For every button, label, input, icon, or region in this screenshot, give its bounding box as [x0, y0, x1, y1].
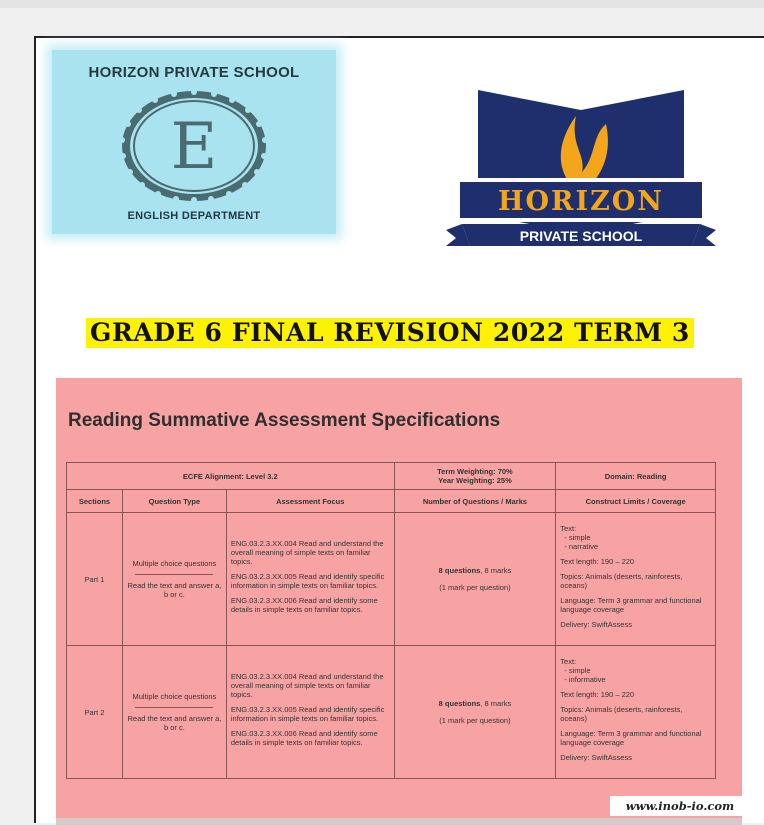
language: Language: Term 3 grammar and functional language coverage [560, 728, 702, 747]
logo-school-name: HORIZON PRIVATE SCHOOL [88, 64, 300, 81]
focus-item: ENG.03.2.3.XX.005 Read and identify specific information in simple texts on familiar topics. [230, 704, 385, 723]
marks-note: (1 mark per question) [439, 583, 511, 592]
text-item: - informative [564, 674, 606, 684]
divider [135, 707, 213, 708]
question-type-instruction: Read the text and answer a, b or c. [127, 581, 222, 599]
focus-item: ENG.03.2.3.XX.004 Read and understand the overall meaning of simple texts on familiar topics. [230, 538, 384, 566]
term-weighting: Term Weighting: 70% [437, 467, 513, 476]
question-type-cell [122, 646, 226, 779]
topics: Topics: Animals (deserts, rainforests, oceans) [560, 704, 683, 723]
assessment-focus-cell [226, 513, 394, 646]
construct-limits-cell [556, 646, 716, 779]
text-item: - simple [564, 665, 591, 675]
spec-title: Reading Summative Assessment Specifications [68, 410, 501, 431]
focus-item: ENG.03.2.3.XX.005 Read and identify specific information in simple texts on familiar topics. [230, 571, 385, 590]
text-length: Text length: 190 – 220 [560, 556, 635, 566]
col-header-sections: Sections [67, 490, 123, 513]
delivery: Delivery: SwiftAssess [560, 752, 632, 762]
section-cell: Part 2 [67, 646, 123, 779]
assessment-focus-cell [226, 646, 394, 779]
svg-text:E: E [170, 110, 218, 184]
alignment-cell: ECFE Alignment: Level 3.2 [67, 463, 395, 490]
text-label: Text: [560, 656, 577, 666]
marks-note: (1 mark per question) [439, 716, 511, 725]
viewer-top-bar [0, 0, 764, 8]
question-count: 8 questions [438, 566, 481, 575]
table-row [67, 513, 716, 646]
horizon-school-crest-icon [436, 76, 726, 254]
question-type-cell [122, 513, 226, 646]
document-page [34, 36, 764, 823]
page-heading: GRADE 6 FINAL REVISION 2022 TERM 3 [86, 318, 694, 348]
year-weighting: Year Weighting: 25% [438, 476, 512, 485]
section-cell: Part 1 [67, 513, 123, 646]
divider [135, 574, 213, 575]
col-header-construct-limits: Construct Limits / Coverage [556, 490, 716, 513]
language: Language: Term 3 grammar and functional language coverage [560, 595, 702, 614]
text-item: - narrative [564, 541, 599, 551]
panel-bottom-strip [56, 818, 742, 825]
text-label: Text: [560, 523, 577, 533]
col-header-questions-marks: Number of Questions / Marks [394, 490, 556, 513]
question-type-primary: Multiple choice questions [132, 559, 217, 568]
col-header-assessment-focus: Assessment Focus [226, 490, 394, 513]
focus-item: ENG.03.2.3.XX.006 Read and identify some details in simple texts on familiar topics. [230, 595, 378, 614]
svg-text:PRIVATE SCHOOL: PRIVATE SCHOOL [519, 228, 643, 244]
topics: Topics: Animals (deserts, rainforests, oceans) [560, 571, 683, 590]
questions-marks-cell [394, 513, 556, 646]
spec-table [66, 462, 716, 779]
watermark-link[interactable]: www.inob-io.com [610, 796, 750, 816]
marks-count: , 8 marks [480, 699, 512, 708]
text-item: - simple [564, 532, 591, 542]
table-row [67, 646, 716, 779]
focus-item: ENG.03.2.3.XX.004 Read and understand the overall meaning of simple texts on familiar topics. [230, 671, 384, 699]
delivery: Delivery: SwiftAssess [560, 619, 632, 629]
question-type-instruction: Read the text and answer a, b or c. [127, 714, 222, 732]
focus-item: ENG.03.2.3.XX.006 Read and identify some details in simple texts on familiar topics. [230, 728, 378, 747]
question-count: 8 questions [438, 699, 481, 708]
questions-marks-cell [394, 646, 556, 779]
question-type-primary: Multiple choice questions [132, 692, 217, 701]
construct-limits-cell [556, 513, 716, 646]
spec-panel [56, 378, 742, 825]
svg-text:HORIZON: HORIZON [497, 186, 665, 217]
weighting-cell [394, 463, 556, 490]
marks-count: , 8 marks [480, 566, 512, 575]
domain-cell: Domain: Reading [556, 463, 716, 490]
col-header-question-type: Question Type [122, 490, 226, 513]
letter-e-seal-icon [118, 88, 270, 204]
text-length: Text length: 190 – 220 [560, 689, 635, 699]
english-department-logo [52, 50, 336, 234]
logo-department-name: ENGLISH DEPARTMENT [127, 210, 261, 222]
